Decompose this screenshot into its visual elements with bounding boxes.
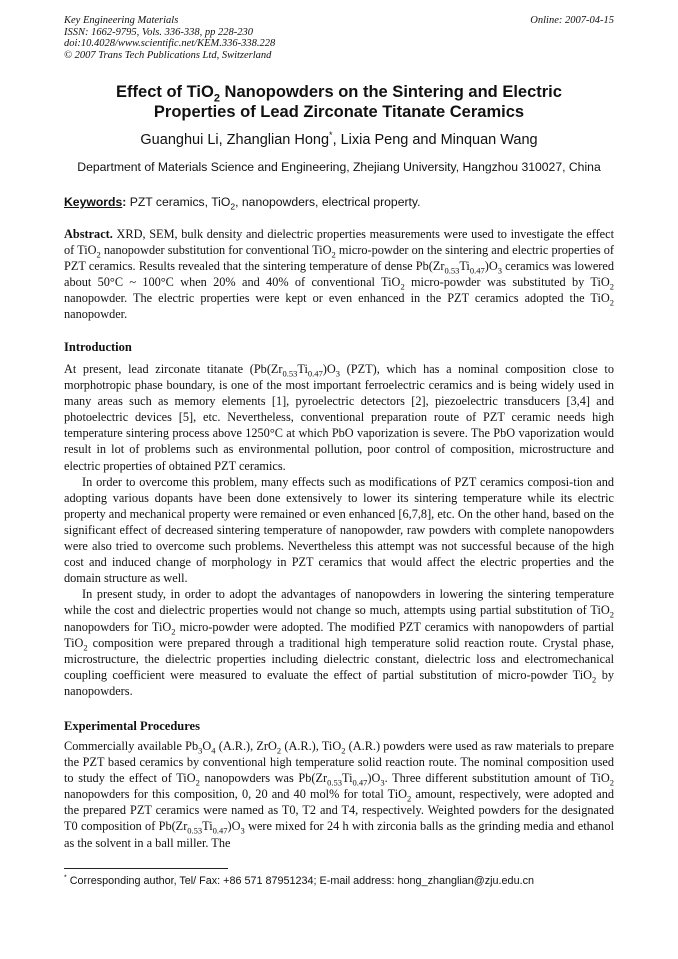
exp-paragraph-1: Commercially available $Pb_3O_4$ (A.R.), ZrO$_2$ (A.R.), TiO$_2$ (A.R.) powders were used as raw materials to prepare the PZT based ceramics by conventional high temperature solid reaction route. The nominal composition used to study the effect of TiO$_2$ nanopowders was $Pb(Zr_{0.53}Ti_{0.47})O_3$. Three different substitution amount of TiO$_2$ nanopowders for this composition, 0, 20 and 40 mol% for total TiO$_2$ amount, respectively, were adopted and the prepared PZT ceramics were named as T0, T2 and T4, respectively. Weighted powders for the designated T0 composition of $Pb(Zr_{0.53}Ti_{0.47})O_3$ were mixed for 24 h with zirconia balls as the grinding media and ethanol as the solvent in a ball miller. The: [64, 739, 614, 850]
introduction-body: [64, 361, 614, 699]
journal-issn: ISSN: 1662-9795, Vols. 336-338, pp 228-230: [64, 26, 253, 38]
journal-copyright: © 2007 Trans Tech Publications Ltd, Switzerland: [64, 49, 272, 61]
journal-name: Key Engineering Materials: [64, 15, 179, 26]
online-date: Online: 2007-04-15: [530, 15, 614, 26]
section-heading-experimental: Experimental Procedures: [64, 719, 200, 733]
footnote-divider: [64, 868, 228, 869]
intro-paragraph-1: At present, lead zirconate titanate ($Pb(Zr_{0.53}Ti_{0.47})O_3$ (PZT), which has a nominal composition close to morphotropic phase boundary, is one of the most important ferroelectric ceramics and is being widely used in many areas such as memory elements [1], pyroelectric detectors [2], piezoelectric transducers [3,4] and photoelectric devices [5], etc. Nevertheless, conventional preparation route of PZT ceramic needs high temperature sintering process above 1250°C at which PbO vaporization is severe. The PbO vaporization would result in lot of problems such as environmental pollution, poor control of composition, microstructure and electric properties of obtained PZT ceramics.: [64, 362, 614, 473]
corresponding-mark: *: [329, 130, 333, 141]
keywords: Keywords: PZT ceramics, TiO$_2$, nanopowders, electrical property.: [64, 195, 421, 212]
experimental-body: [64, 738, 614, 851]
section-heading-introduction: Introduction: [64, 340, 132, 354]
journal-header: [64, 15, 275, 61]
journal-doi: doi:10.4028/www.scientific.net/KEM.336-338.228: [64, 38, 276, 50]
corresponding-author-footnote: * Corresponding author, Tel/ Fax: +86 571 87951234; E-mail address: hong_zhanglian@zju.edu.cn: [64, 874, 534, 887]
affiliation: Department of Materials Science and Engineering, Zhejiang University, Hangzhou 310027, China: [77, 160, 601, 174]
abstract: Abstract. XRD, SEM, bulk density and dielectric properties measurements were used to investigate the effect of TiO$_2$ nanopowder substitution for conventional TiO$_2$ micro-powder on the sintering and electric properties of PZT ceramics. Results revealed that the sintering temperature of dense $Pb(Zr_{0.53}Ti_{0.47})O_3$ ceramics was lowered about 50°C ~ 100°C when 20% and 40% of conventional TiO$_2$ micro-powder was substituted by TiO$_2$ nanopowder. The electric properties were kept or even enhanced in the PZT ceramics adopted the TiO$_2$ nanopowder.: [64, 227, 615, 322]
paper-title: Effect of TiO$_2$ Nanopowders on the Sintering and Electric Properties of Lead Zirconate Titanate Ceramics: [116, 83, 562, 121]
intro-paragraph-2: In order to overcome this problem, many effects such as modifications of PZT ceramics composi-tion and adopting various dopants have been done extensively to lower its sintering temperature while its electric property and mechanical property were remained or even enhanced [6,7,8], etc. On the other hand, based on the significant effect of decreased sintering temperature of nanopowder, raw powders with complete nanopowders were also tried to overcome such problems. Nevertheless this attempt was not successful because of the high cost and induced change of morphology in PZT ceramics that would affect the electric properties and the domain structure as well.: [64, 474, 614, 586]
author-list: Guanghui Li, Zhanglian Hong*, Lixia Peng and Minquan Wang: [140, 130, 538, 148]
abstract-label: Abstract.: [64, 227, 113, 241]
intro-paragraph-3: In present study, in order to adopt the advantages of nanopowders in lowering the sintering temperature while the cost and dielectric properties would not change so much, attempts using partial substitution of TiO$_2$ nanopowders for TiO$_2$ micro-powder were adopted. The modified PZT ceramics with nanopowders of partial TiO$_2$ composition were prepared through a traditional high temperature solid reaction route. Crystal phase, microstructure, the dielectric properties including dielectric constant, dielectric loss and electromechanical coupling coefficient were measured to evaluate the effect of partial substitution of micro-powder TiO$_2$ by nanopowders.: [64, 587, 614, 698]
keywords-label: Keywords: [64, 195, 123, 209]
